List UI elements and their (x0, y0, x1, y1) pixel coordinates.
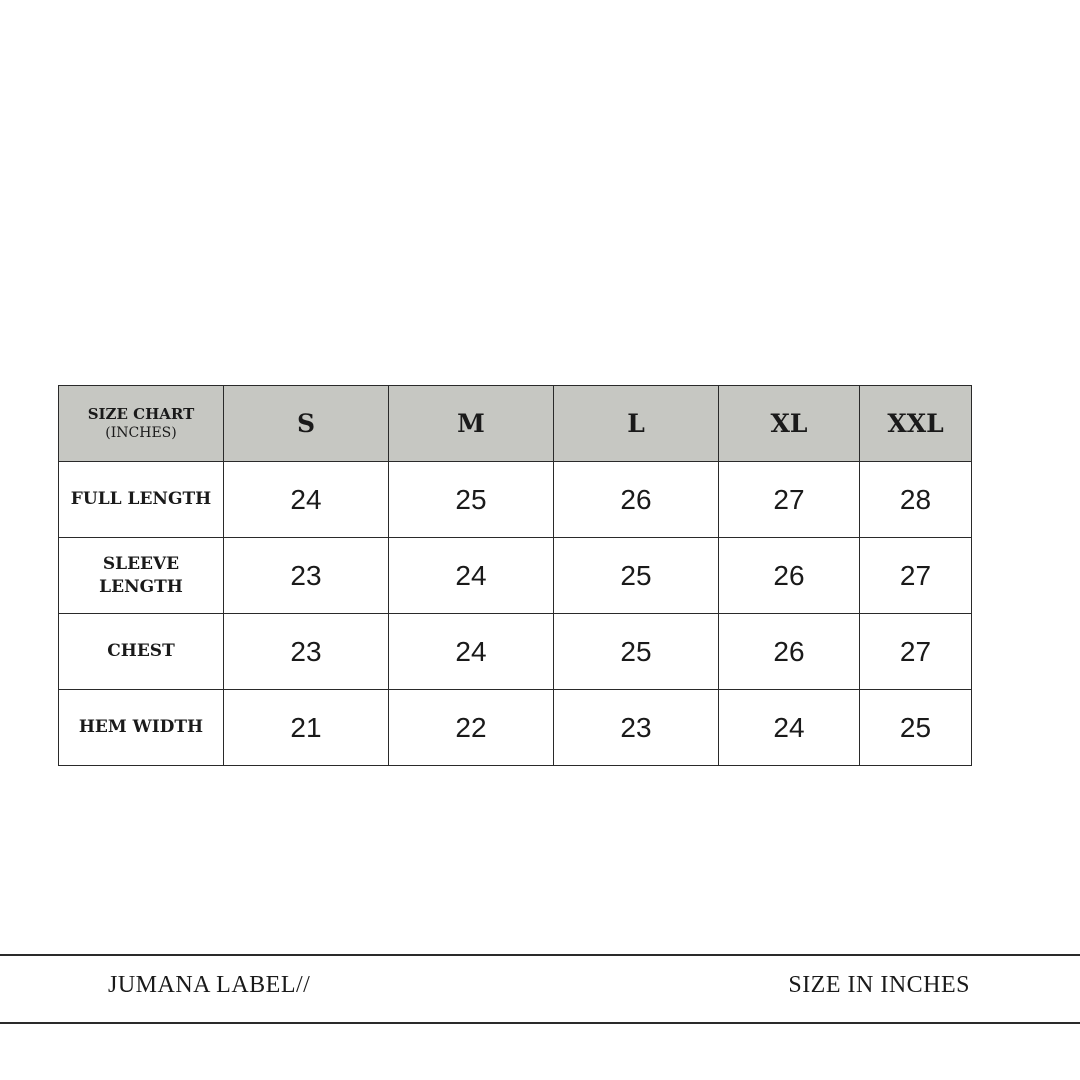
header-row (59, 386, 972, 462)
table-cell: 27 (860, 538, 972, 614)
table-cell: 25 (554, 538, 719, 614)
row-label-hem-width: HEM WIDTH (59, 690, 224, 766)
footer-note: SIZE IN INCHES (788, 972, 970, 998)
table-row (59, 614, 972, 690)
table-cell: 23 (224, 538, 389, 614)
corner-title: SIZE CHART (87, 404, 195, 423)
table-cell: 26 (554, 462, 719, 538)
table-cell: 23 (224, 614, 389, 690)
row-label-chest: CHEST (59, 614, 224, 690)
footer-top-rule (0, 954, 1080, 956)
table-row (59, 538, 972, 614)
row-label-sleeve-length (59, 538, 224, 614)
size-header-l: L (554, 386, 719, 462)
corner-subtitle: (INCHES) (105, 425, 177, 442)
size-header-xl: XL (719, 386, 860, 462)
size-header-s: S (224, 386, 389, 462)
table-row (59, 462, 972, 538)
size-chart-table (58, 385, 972, 766)
table-cell: 25 (389, 462, 554, 538)
table-cell: 26 (719, 614, 860, 690)
footer-bottom-rule (0, 1022, 1080, 1024)
table-cell: 23 (554, 690, 719, 766)
row-label-text: SLEEVE LENGTH (99, 553, 183, 597)
table-cell: 27 (719, 462, 860, 538)
table-cell: 24 (389, 614, 554, 690)
table-cell: 28 (860, 462, 972, 538)
size-header-xxl: XXL (860, 386, 972, 462)
table-cell: 25 (554, 614, 719, 690)
table-cell: 24 (719, 690, 860, 766)
size-header-m: M (389, 386, 554, 462)
corner-header-cell (59, 386, 224, 462)
footer-brand: JUMANA LABEL// (108, 972, 311, 998)
table-cell: 25 (860, 690, 972, 766)
table-cell: 21 (224, 690, 389, 766)
table-cell: 26 (719, 538, 860, 614)
table-cell: 27 (860, 614, 972, 690)
table-cell: 24 (224, 462, 389, 538)
table-cell: 24 (389, 538, 554, 614)
row-label-full-length: FULL LENGTH (59, 462, 224, 538)
table-cell: 22 (389, 690, 554, 766)
table-row (59, 690, 972, 766)
